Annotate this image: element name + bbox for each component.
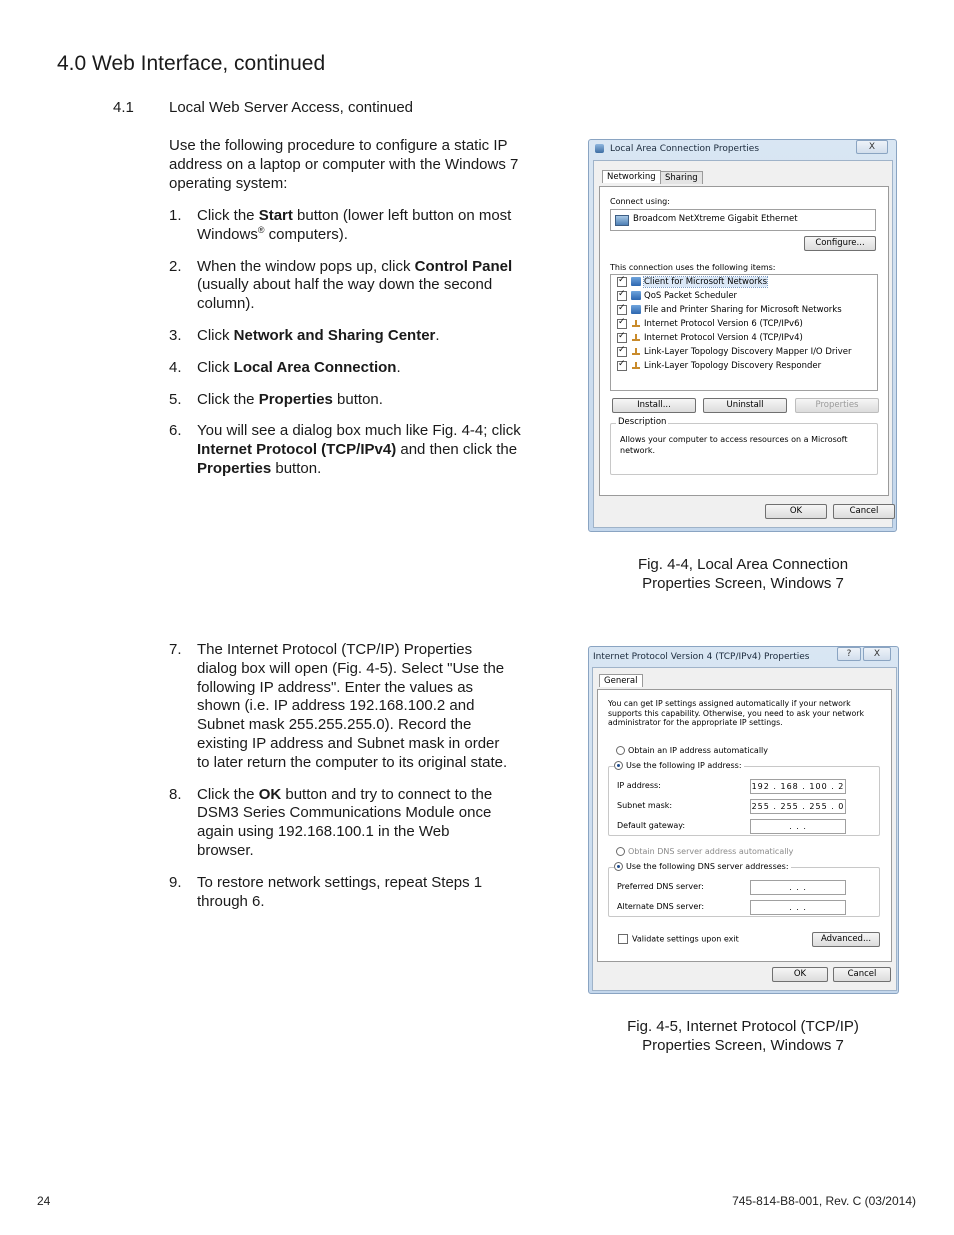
list-item[interactable]: ✓QoS Packet Scheduler xyxy=(617,290,737,303)
step-4: 4. Click Local Area Connection. xyxy=(169,358,401,376)
help-icon[interactable]: ? xyxy=(837,647,861,661)
service-icon xyxy=(631,305,641,314)
alternate-dns-field[interactable]: . . . xyxy=(750,900,846,915)
configure-button[interactable]: Configure... xyxy=(804,236,876,251)
network-icon xyxy=(595,144,604,153)
install-button[interactable]: Install... xyxy=(612,398,696,413)
checkbox-icon[interactable] xyxy=(618,934,628,944)
page-number: 24 xyxy=(37,1194,51,1208)
close-icon[interactable]: X xyxy=(856,140,888,154)
list-item[interactable]: ✓Internet Protocol Version 4 (TCP/IPv4) xyxy=(617,332,803,345)
protocol-icon xyxy=(631,333,641,342)
step-6: 6. You will see a dialog box much like Fig. 4-4; click Internet Protocol (TCP/IPv4) and then click the Properties button. xyxy=(169,422,521,477)
tab-sharing[interactable]: Sharing xyxy=(660,171,703,184)
obtain-ip-auto-option[interactable]: Obtain an IP address automatically xyxy=(616,746,768,755)
networking-panel xyxy=(599,186,889,496)
items-list[interactable] xyxy=(610,274,878,391)
checkbox-icon[interactable] xyxy=(617,305,627,315)
preferred-dns-label: Preferred DNS server: xyxy=(617,882,704,891)
dialog-body xyxy=(592,667,897,991)
cancel-button[interactable]: Cancel xyxy=(833,967,891,982)
steps-list-part1 xyxy=(169,207,539,479)
figure-4-4-caption: Fig. 4-4, Local Area Connection Properties Screen, Windows 7 xyxy=(637,556,849,592)
radio-icon[interactable] xyxy=(616,847,625,856)
advanced-button[interactable]: Advanced... xyxy=(812,932,880,947)
protocol-icon xyxy=(631,361,641,370)
validate-settings-option[interactable]: Validate settings upon exit xyxy=(618,934,739,944)
tab-networking[interactable]: Networking xyxy=(602,170,661,183)
list-item[interactable]: ✓File and Printer Sharing for Microsoft Networks xyxy=(617,304,842,317)
document-id: 745-814-B8-001, Rev. C (03/2014) xyxy=(732,1194,916,1208)
step-3: 3. Click Network and Sharing Center. xyxy=(169,326,440,344)
radio-icon[interactable] xyxy=(616,746,625,755)
description-label: Description xyxy=(618,417,667,427)
step-1: 1. Click the Start button (lower left button on most Windows® computers). xyxy=(169,207,512,243)
ip-address-label: IP address: xyxy=(617,781,661,790)
radio-selected-icon[interactable] xyxy=(614,761,623,770)
adapter-field[interactable] xyxy=(610,209,876,231)
list-item[interactable]: ✓Link-Layer Topology Discovery Responder xyxy=(617,360,821,373)
info-text: You can get IP settings assigned automatically if your network supports this capability. Otherwise, you need to ask your network administrator for the appropriate IP settings. xyxy=(608,699,865,727)
list-item[interactable]: ✓Internet Protocol Version 6 (TCP/IPv6) xyxy=(617,318,803,331)
subsection-title: Local Web Server Access, continued xyxy=(169,99,414,116)
steps-list-part2 xyxy=(169,641,509,911)
section-heading: 4.0 Web Interface, continued xyxy=(57,52,326,75)
intro-paragraph: Use the following procedure to configure a static IP address on a laptop or computer with the Windows 7 operating system: xyxy=(169,137,519,192)
service-icon xyxy=(631,291,641,300)
properties-button[interactable]: Properties xyxy=(795,398,879,413)
general-panel xyxy=(597,689,892,962)
ipv4-properties-dialog xyxy=(588,646,899,994)
ok-button[interactable]: OK xyxy=(765,504,827,519)
close-icon[interactable]: X xyxy=(863,647,891,661)
dialog-title: Internet Protocol Version 4 (TCP/IPv4) Properties xyxy=(593,652,810,662)
checkbox-icon[interactable] xyxy=(617,333,627,343)
step-7: 7. The Internet Protocol (TCP/IP) Properties dialog box will open (Fig. 4-5). Select "Use the following IP address". Enter the values as shown (i.e. IP address 192.168.100.2 and Subnet mask 255.255.255.0). Record the existing IP address and Subnet mask in order to later return the computer to its original state. xyxy=(169,641,508,771)
cancel-button[interactable]: Cancel xyxy=(833,504,895,519)
preferred-dns-field[interactable]: . . . xyxy=(750,880,846,895)
subnet-mask-label: Subnet mask: xyxy=(617,801,673,810)
list-item[interactable]: ✓Client for Microsoft Networks xyxy=(617,276,767,289)
uninstall-button[interactable]: Uninstall xyxy=(703,398,787,413)
description-text: Allows your computer to access resources on a Microsoft network. xyxy=(620,435,848,455)
radio-selected-icon[interactable] xyxy=(614,862,623,871)
obtain-dns-auto-option[interactable]: Obtain DNS server address automatically xyxy=(616,847,793,856)
step-2: 2. When the window pops up, click Control Panel (usually about half the way down the second column). xyxy=(169,257,513,313)
figure-4-5-caption: Fig. 4-5, Internet Protocol (TCP/IP) Properties Screen, Windows 7 xyxy=(627,1018,859,1054)
step-8: 8. Click the OK button and try to connect to the DSM3 Series Communications Module once again using 192.168.100.1 in the Web browser. xyxy=(169,785,493,859)
checkbox-icon[interactable] xyxy=(617,347,627,357)
checkbox-icon[interactable] xyxy=(617,319,627,329)
step-9: 9. To restore network settings, repeat Steps 1 through 6. xyxy=(169,873,483,910)
alternate-dns-label: Alternate DNS server: xyxy=(617,902,705,911)
protocol-icon xyxy=(631,347,641,356)
ip-address-field[interactable]: 192 . 168 . 100 . 2 xyxy=(750,779,846,794)
local-area-connection-dialog xyxy=(588,139,897,532)
step-5: 5. Click the Properties button. xyxy=(169,390,383,408)
default-gateway-label: Default gateway: xyxy=(617,821,686,830)
tab-general[interactable]: General xyxy=(599,674,643,687)
protocol-icon xyxy=(631,319,641,328)
client-network-icon xyxy=(631,277,641,286)
list-item[interactable]: ✓Link-Layer Topology Discovery Mapper I/O Driver xyxy=(617,346,851,359)
dialog-title: Local Area Connection Properties xyxy=(610,144,760,154)
use-following-ip-option[interactable]: Use the following IP address: xyxy=(614,761,744,770)
adapter-icon xyxy=(615,215,629,226)
dialog-body xyxy=(593,160,893,528)
default-gateway-field[interactable]: . . . xyxy=(750,819,846,834)
checkbox-icon[interactable] xyxy=(617,277,627,287)
adapter-name: Broadcom NetXtreme Gigabit Ethernet xyxy=(633,214,798,224)
items-label: This connection uses the following items: xyxy=(610,263,776,272)
connect-using-label: Connect using: xyxy=(610,197,670,206)
ok-button[interactable]: OK xyxy=(772,967,828,982)
use-following-dns-option[interactable]: Use the following DNS server addresses: xyxy=(614,862,791,871)
checkbox-icon[interactable] xyxy=(617,291,627,301)
checkbox-icon[interactable] xyxy=(617,361,627,371)
subnet-mask-field[interactable]: 255 . 255 . 255 . 0 xyxy=(750,799,846,814)
subsection-number: 4.1 xyxy=(113,99,134,116)
